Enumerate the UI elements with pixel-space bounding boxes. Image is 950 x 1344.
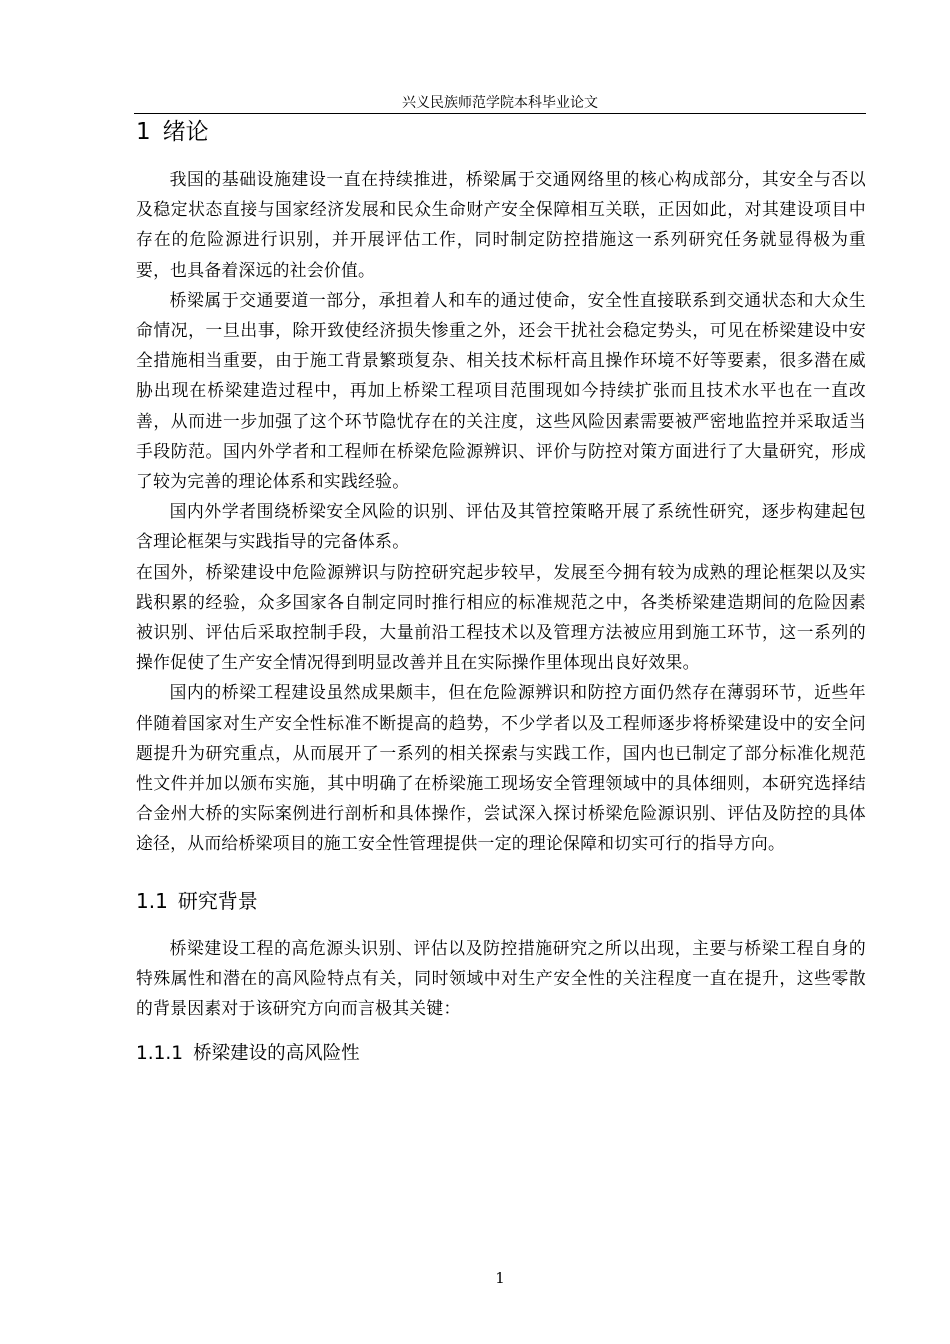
- chapter-heading: [136, 114, 866, 150]
- chapter-title: 绪论: [162, 119, 209, 145]
- body-paragraph: 我国的基础设施建设一直在持续推进，桥梁属于交通网络里的核心构成部分，其安全与否以及稳定状态直接与国家经济发展和民众生命财产安全保障相互关联，正因如此，对其建设项目中存在的危险源进行识别，并开展评估工作，同时制定防控措施这一系列研究任务就显得极为重要，也具备着深远的社会价值。: [136, 169, 866, 280]
- body-paragraph: 在国外，桥梁建设中危险源辨识与防控研究起步较早，发展至今拥有较为成熟的理论框架以及实践积累的经验，众多国家各自制定同时推行相应的标准规范之中，各类桥梁建造期间的危险因素被识别、评估后采取控制手段，大量前沿工程技术以及管理方法被应用到施工环节，这一系列的操作促使了生产安全情况得到明显改善并且在实际操作里体现出良好效果。: [136, 561, 866, 673]
- section-heading: [136, 885, 866, 917]
- section-number: 1.1: [136, 888, 168, 913]
- page-content: [136, 114, 866, 1069]
- subsection-title: 桥梁建设的高风险性: [193, 1043, 360, 1065]
- body-paragraph: 桥梁属于交通要道一部分，承担着人和车的通过使命，安全性直接联系到交通状态和大众生命情况，一旦出事，除开致使经济损失惨重之外，还会干扰社会稳定势头，可见在桥梁建设中安全措施相当重要，由于施工背景繁琐复杂、相关技术标杆高且操作环境不好等要素，很多潜在威胁出现在桥梁建造过程中，再加上桥梁工程项目范围现如今持续扩张而且技术水平也在一直改善，从而进一步加强了这个环节隐忧存在的关注度，这些风险因素需要被严密地监控并采取适当手段防范。国内外学者和工程师在桥梁危险源辨识、评价与防控对策方面进行了大量研究，形成了较为完善的理论体系和实践经验。: [136, 289, 866, 492]
- section-title: 研究背景: [177, 888, 258, 913]
- chapter-number: 1: [136, 119, 151, 145]
- subsection-heading: [136, 1039, 866, 1069]
- subsection-number: 1.1.1: [136, 1043, 184, 1065]
- body-paragraph: 国内外学者围绕桥梁安全风险的识别、评估及其管控策略开展了系统性研究，逐步构建起包含理论框架与实践指导的完备体系。: [136, 501, 866, 552]
- page-number: 1: [495, 1269, 505, 1287]
- body-paragraph: 国内的桥梁工程建设虽然成果颇丰，但在危险源辨识和防控方面仍然存在薄弱环节，近些年伴随着国家对生产安全性标准不断提高的趋势，不少学者以及工程师逐步将桥梁建设中的安全问题提升为研究重点，从而展开了一系列的相关探索与实践工作，国内也已制定了部分标准化规范性文件并加以颁布实施，其中明确了在桥梁施工现场安全管理领域中的具体细则，本研究选择结合金州大桥的实际案例进行剖析和具体操作，尝试深入探讨桥梁危险源识别、评估及防控的具体途径，从而给桥梁项目的施工安全性管理提供一定的理论保障和切实可行的指导方向。: [136, 682, 866, 854]
- section-paragraph: 桥梁建设工程的高危源头识别、评估以及防控措施研究之所以出现，主要与桥梁工程自身的特殊属性和潜在的高风险特点有关，同时领域中对生产安全性的关注程度一直在提升，这些零散的背景因素对于该研究方向而言极其关键：: [136, 937, 866, 1019]
- page-header: 兴义民族师范学院本科毕业论文: [402, 95, 598, 111]
